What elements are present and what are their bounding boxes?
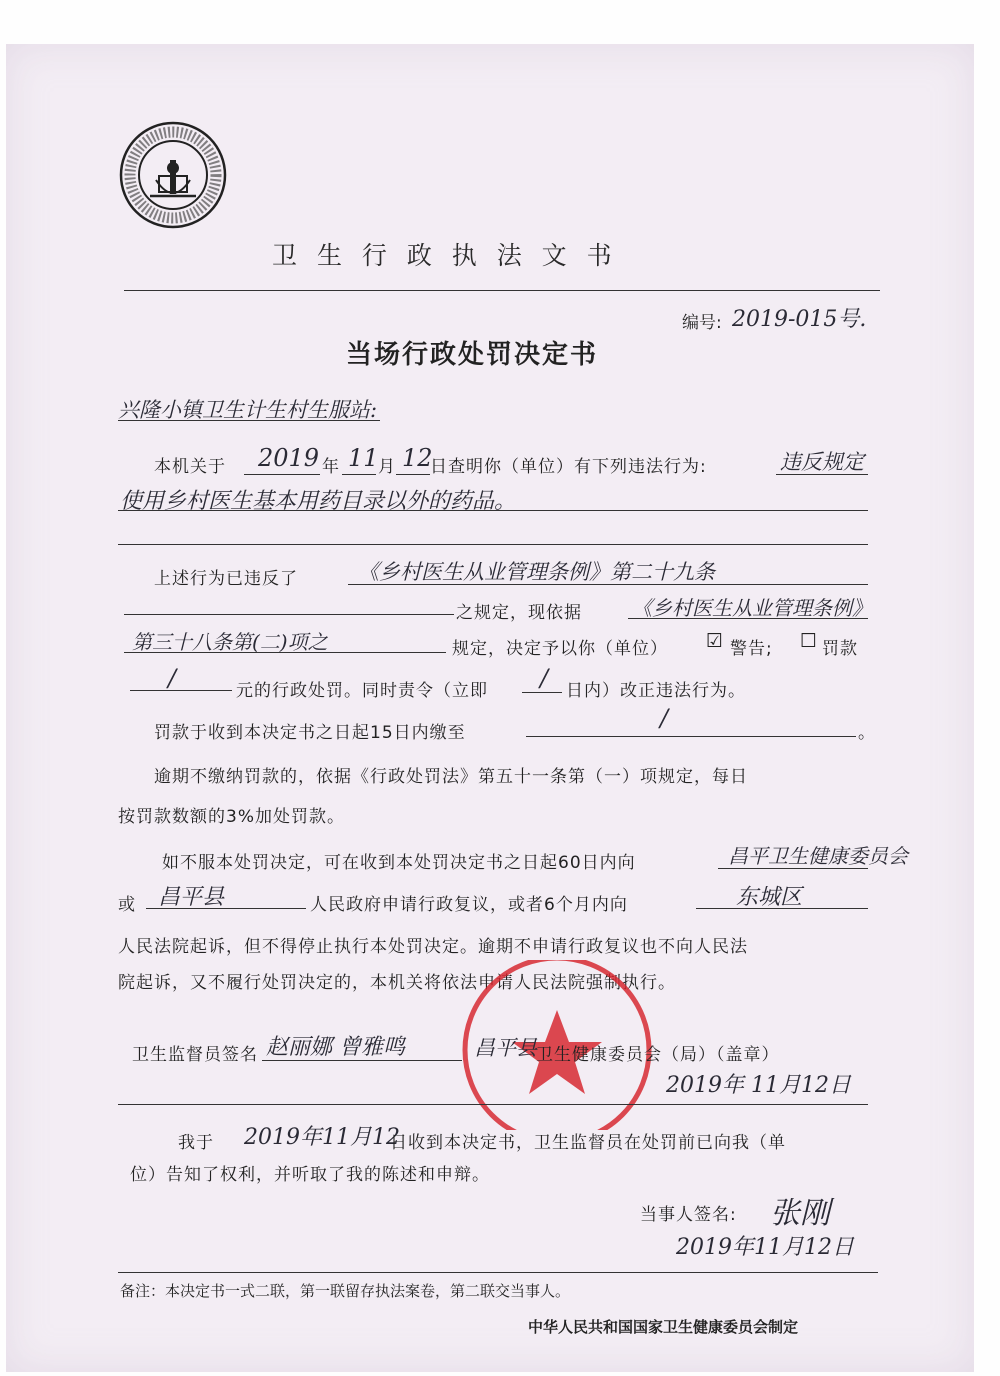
law-mid: 之规定，现依据 <box>456 603 582 623</box>
days-text: 日内）改正违法行为。 <box>566 681 746 701</box>
receipt-prefix: 我于 <box>178 1133 214 1153</box>
appeal-court: 东城区 <box>736 885 803 910</box>
fact-year-line <box>244 474 320 475</box>
doc-title: 当场行政处罚决定书 <box>346 340 599 370</box>
payment-end: 。 <box>858 723 876 743</box>
appeal-commission-line <box>718 868 868 869</box>
penalty-text: 元的行政处罚。同时责令（立即 <box>236 681 488 701</box>
appeal-line-3: 人民法院起诉，但不得停止执行本处罚决定。逾期不申请行政复议也不向人民法 <box>118 937 748 957</box>
law-decide: 规定，决定予以你（单位） <box>452 639 668 659</box>
fact-day-line <box>396 474 430 475</box>
warning-label: 警告; <box>730 639 773 659</box>
law-basis-line-2 <box>124 652 446 653</box>
violation-line-1: 违反规定 <box>780 450 864 474</box>
law-basis-2: 第三十八条第(二)项之 <box>132 630 328 654</box>
receipt-text-2: 位）告知了权利，并听取了我的陈述和申辩。 <box>130 1165 490 1185</box>
correction-days-line <box>522 692 562 693</box>
appeal-government-line <box>146 908 306 909</box>
warning-checkbox[interactable]: ☑ <box>706 630 724 652</box>
fine-amount: ∕ <box>168 664 177 692</box>
inspector-names: 赵丽娜 曾雅鸣 <box>266 1035 405 1060</box>
law-basis-line-1 <box>628 618 868 619</box>
violation-underline-1 <box>776 474 868 475</box>
law-violated-line <box>348 584 868 585</box>
appeal-gov-text: 人民政府申请行政复议，或者6个月内向 <box>310 895 628 915</box>
appeal-line-4: 院起诉，又不履行处罚决定的，本机关将依法申请人民法院强制执行。 <box>118 973 676 993</box>
addressee: 兴隆小镇卫生计生村生服站: <box>118 398 378 422</box>
appeal-government: 昌平县 <box>158 885 225 910</box>
fact-day: 12 <box>402 444 433 472</box>
health-inspection-logo <box>118 120 228 230</box>
fact-month-unit: 月 <box>378 457 396 477</box>
fine-label: 罚款 <box>822 639 858 659</box>
sign-unit-handwritten: 昌平县 <box>474 1036 537 1060</box>
overdue-line-2: 按罚款数额的3%加处罚款。 <box>118 807 345 827</box>
appeal-court-line <box>696 908 868 909</box>
appeal-or: 或 <box>118 895 136 915</box>
sign-date: 2019年 11月12日 <box>666 1073 851 1098</box>
inspector-sign-line <box>262 1060 462 1061</box>
party-sign-label: 当事人签名: <box>640 1205 737 1225</box>
section-rule <box>118 1104 868 1105</box>
appeal-commission: 昌平卫生健康委员会 <box>728 844 908 868</box>
correction-days: ∕ <box>540 664 549 692</box>
payment-bank: ∕ <box>660 704 669 732</box>
fine-amount-line <box>130 690 232 691</box>
fact-day-unit: 日查明你（单位）有下列违法行为: <box>430 457 707 477</box>
header-title: 卫 生 行 政 执 法 文 书 <box>272 241 618 270</box>
violation-underline-2 <box>118 510 868 511</box>
law-basis-1: 《乡村医生从业管理条例》 <box>632 596 872 620</box>
payment-bank-line <box>526 736 856 737</box>
overdue-line-1: 逾期不缴纳罚款的，依据《行政处罚法》第五十一条第（一）项规定，每日 <box>154 767 748 787</box>
sign-unit-text: 卫生健康委员会（局）（盖章） <box>536 1045 780 1065</box>
number-label: 编号: <box>682 313 722 333</box>
inspector-sign-label: 卫生监督员签名 <box>132 1045 258 1065</box>
receipt-date: 2019年11月12 <box>244 1125 400 1150</box>
footer-maker: 中华人民共和国国家卫生健康委员会制定 <box>528 1318 799 1336</box>
fact-month: 11 <box>348 444 379 472</box>
party-signature: 张刚 <box>770 1196 830 1231</box>
payment-line: 罚款于收到本决定书之日起15日内缴至 <box>154 723 466 743</box>
footer-note: 备注：本决定书一式二联，第一联留存执法案卷，第二联交当事人。 <box>120 1282 571 1300</box>
footer-rule <box>118 1272 878 1273</box>
law-prefix: 上述行为已违反了 <box>154 569 298 589</box>
fact-year: 2019 <box>258 444 320 472</box>
fact-month-line <box>342 474 376 475</box>
party-date: 2019年11月12日 <box>676 1235 854 1260</box>
law-violated: 《乡村医生从业管理条例》第二十九条 <box>358 560 715 584</box>
fact-prefix: 本机关于 <box>154 457 226 477</box>
receipt-text-1: 日收到本决定书，卫生监督员在处罚前已向我（单 <box>390 1133 786 1153</box>
violation-line-2: 使用乡村医生基本用药目录以外的药品。 <box>120 489 517 514</box>
header-rule <box>124 290 880 291</box>
fine-checkbox[interactable]: ☐ <box>800 630 818 652</box>
number-value: 2019-015号. <box>732 307 867 332</box>
fact-year-unit: 年 <box>322 457 340 477</box>
appeal-line-1: 如不服本处罚决定，可在收到本处罚决定书之日起60日内向 <box>162 853 636 873</box>
addressee-line <box>118 420 380 421</box>
law-blank-line <box>124 614 454 615</box>
violation-underline-3 <box>118 544 868 545</box>
